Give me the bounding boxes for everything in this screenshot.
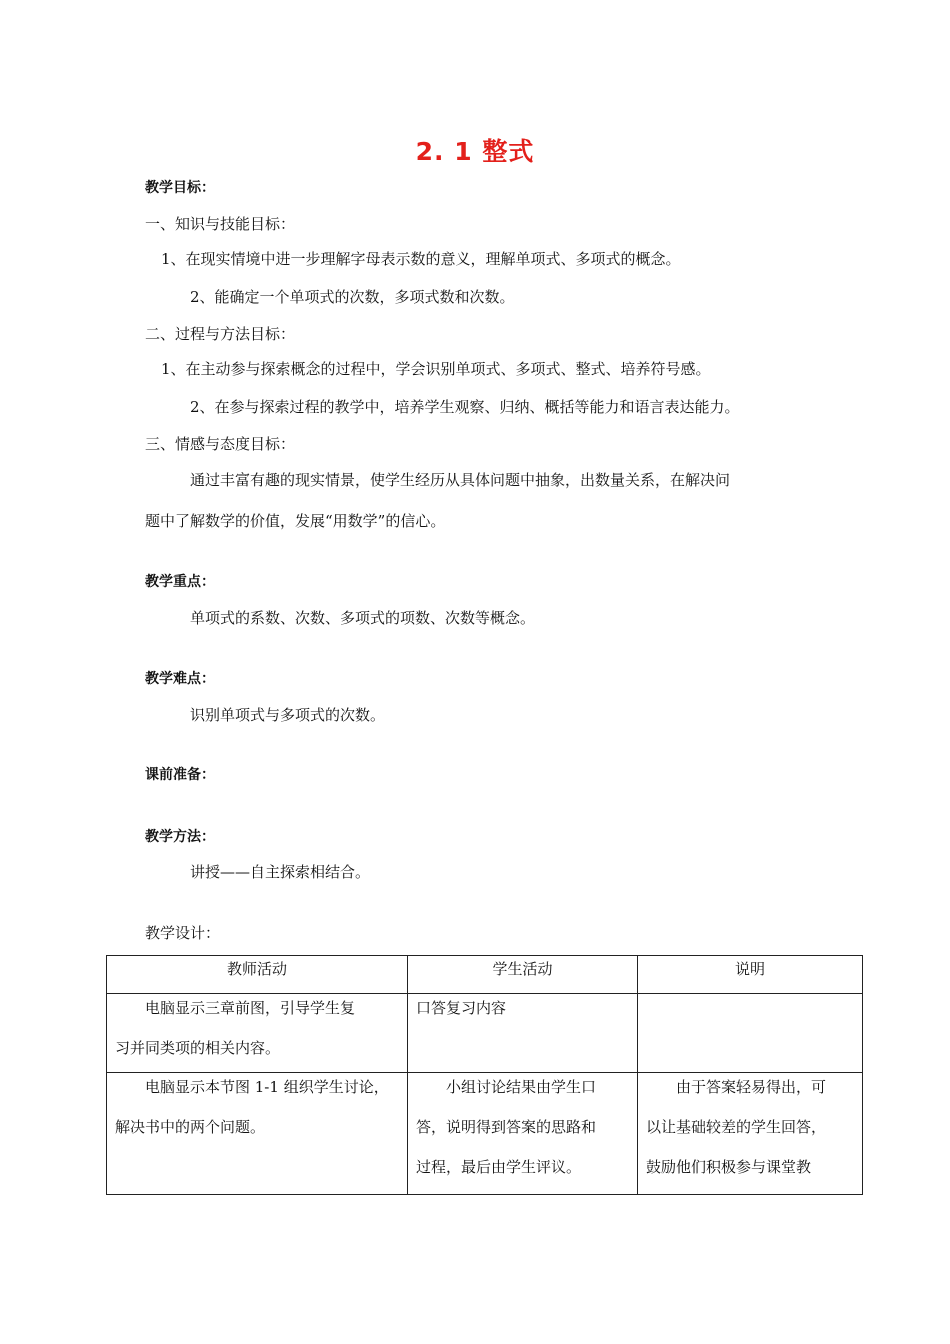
table-row: [107, 1073, 863, 1195]
emotion-line-2: 题中了解数学的价值，发展“用数学”的信心。: [145, 512, 446, 530]
cell-line: 小组讨论结果由学生口: [446, 1078, 597, 1096]
knowledge-item-1: 1、在现实情境中进一步理解字母表示数的意义，理解单项式、多项式的概念。: [161, 250, 681, 268]
cell-line: 鼓励他们积极参与课堂教: [646, 1158, 812, 1176]
design-table: [106, 955, 863, 1195]
note-cell: [638, 1073, 863, 1195]
key-points-text: 单项式的系数、次数、多项式的项数、次数等概念。: [190, 609, 536, 627]
method-heading: 教学方法：: [145, 829, 215, 845]
key-points-heading: 教学重点：: [145, 574, 215, 590]
process-item-1: 1、在主动参与探索概念的过程中，学会识别单项式、多项式、整式、培养符号感。: [161, 360, 711, 378]
column-header-student: 学生活动: [408, 956, 638, 994]
teacher-activity-cell: [107, 1073, 408, 1195]
design-heading: 教学设计：: [145, 924, 221, 942]
cell-line: 口答复习内容: [416, 999, 507, 1017]
cell-line: 习并同类项的相关内容。: [115, 1039, 281, 1057]
emotion-heading: 三、情感与态度目标：: [145, 435, 296, 453]
page-title: 2. 1 整式: [415, 137, 535, 166]
emotion-line-1: 通过丰富有趣的现实情景，使学生经历从具体问题中抽象，出数量关系，在解决问: [190, 471, 731, 489]
knowledge-heading: 一、知识与技能目标：: [145, 215, 296, 233]
column-header-teacher: 教师活动: [107, 956, 408, 994]
student-activity-cell: [408, 994, 638, 1073]
cell-line: 由于答案轻易得出，可: [676, 1078, 827, 1096]
cell-line: 电脑显示本节图 1-1 组织学生讨论，: [145, 1078, 389, 1096]
teacher-activity-cell: [107, 994, 408, 1073]
method-text: 讲授——自主探索相结合。: [190, 863, 371, 881]
process-heading: 二、过程与方法目标：: [145, 325, 296, 343]
process-item-2: 2、在参与探索过程的教学中，培养学生观察、归纳、概括等能力和语言表达能力。: [190, 398, 740, 416]
knowledge-item-2: 2、能确定一个单项式的次数，多项式数和次数。: [190, 288, 515, 306]
table-row: [107, 994, 863, 1073]
cell-line: 解决书中的两个问题。: [115, 1118, 266, 1136]
cell-line: 以让基础较差的学生回答，: [646, 1118, 827, 1136]
objectives-heading: 教学目标：: [145, 180, 215, 196]
difficulties-text: 识别单项式与多项式的次数。: [190, 706, 386, 724]
cell-line: 答，说明得到答案的思路和: [416, 1118, 597, 1136]
table-header-row: [107, 956, 863, 994]
cell-line: 电脑显示三章前图，引导学生复: [145, 999, 356, 1017]
column-header-note: 说明: [638, 956, 863, 994]
student-activity-cell: [408, 1073, 638, 1195]
note-cell: [638, 994, 863, 1073]
cell-line: 过程，最后由学生评议。: [416, 1158, 582, 1176]
preparation-heading: 课前准备：: [145, 767, 215, 783]
difficulties-heading: 教学难点：: [145, 671, 215, 687]
